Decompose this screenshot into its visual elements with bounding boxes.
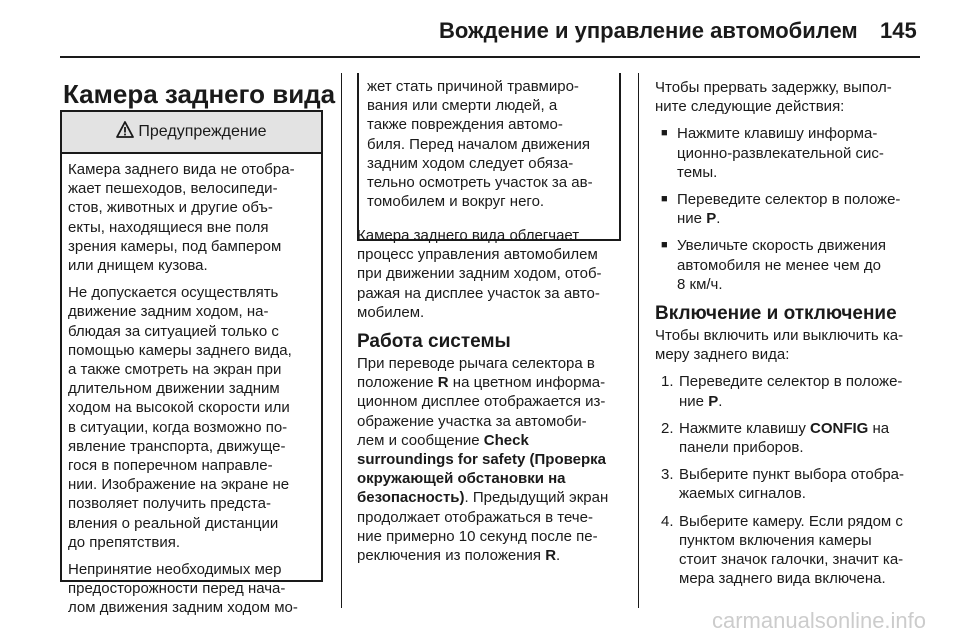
text-line: [677, 209, 930, 228]
text-line: процесс управления автомобилем: [357, 246, 598, 264]
step-number: 3.: [661, 466, 674, 484]
warning-body: [62, 154, 321, 618]
text-line: Чтобы включить или выключить ка-: [655, 327, 904, 345]
text-line: длительном движении задним: [68, 380, 280, 398]
text-line: Переведите селектор в положе-: [677, 191, 901, 209]
text-line: биля. Перед началом движения: [367, 135, 591, 153]
text-line: мера заднего вида включена.: [679, 570, 886, 588]
text-line: движение задним ходом, на-: [68, 303, 269, 321]
column-divider-1: [341, 73, 342, 608]
text-line: Выберите пункт выбора отобра-: [679, 466, 905, 484]
text-run: . Предыдущий экран: [464, 489, 609, 507]
message-text: окружающей обстановки на: [357, 470, 566, 488]
text-line: [357, 431, 627, 450]
text-line: лом движения задним ходом мо-: [68, 599, 298, 617]
text-line: темы.: [677, 163, 718, 181]
text-line: до препятствия.: [68, 533, 181, 551]
position-p-label: P: [708, 392, 719, 410]
text-line: ражая на дисплее участок за авто-: [357, 284, 600, 302]
operation-paragraph: [357, 354, 627, 565]
text-line: или днищем кузова.: [68, 257, 208, 275]
text-line: а также смотреть на экран при: [68, 361, 282, 379]
step-number: 4.: [661, 512, 674, 530]
onoff-heading: Включение и отключение: [655, 303, 897, 325]
operation-heading: Работа системы: [357, 331, 511, 353]
text-line: предосторожности перед нача-: [68, 580, 286, 598]
text-line: Камера заднего вида не отобра-: [68, 161, 295, 178]
step-number: 1.: [661, 373, 674, 391]
text-line: пунктом включения камеры: [679, 531, 872, 549]
text-run: положение: [357, 374, 438, 392]
text-line: 8 км/ч.: [677, 275, 723, 293]
warning-continued-box: [357, 73, 621, 241]
numbered-step: [655, 419, 930, 457]
text-run: лем и сообщение: [357, 431, 484, 449]
intro-paragraph: [357, 226, 627, 322]
bullet-item: [655, 190, 930, 228]
step-number: 2.: [661, 419, 674, 437]
bullet-item: [655, 236, 930, 294]
text-line: томобилем и вокруг него.: [367, 193, 545, 211]
warning-paragraph: [68, 160, 315, 275]
text-run: реключения из положения: [357, 547, 546, 565]
warning-paragraph: [68, 560, 315, 618]
text-run: на цветном информа-: [448, 374, 606, 392]
text-line: [357, 373, 627, 392]
text-line: ходом на высокой скорости или: [68, 399, 290, 417]
column-3-text: [655, 78, 930, 596]
text-line: мобилем.: [357, 303, 425, 321]
message-text: безопасность): [357, 489, 465, 507]
text-line: Непринятие необходимых мер: [68, 561, 282, 579]
text-line: вания или смерти людей, а: [367, 97, 558, 115]
warning-triangle-icon: [116, 121, 134, 143]
text-line: при движении задним ходом, отоб-: [357, 265, 602, 283]
text-line: тельно осмотреть участок за ав-: [367, 174, 593, 192]
interrupt-intro: [655, 78, 930, 116]
text-line: Переведите селектор в положе-: [679, 373, 903, 391]
text-line: [679, 419, 930, 438]
position-p-label: P: [706, 210, 717, 228]
position-r-label: R: [437, 374, 449, 392]
warning-continued-paragraph: [367, 77, 611, 211]
text-line: вления о реальной дистанции: [68, 514, 279, 532]
text-line: панели приборов.: [679, 439, 804, 457]
message-text: surroundings for safety (Проверка: [357, 451, 607, 469]
text-line: жает пешеходов, велосипеди-: [68, 180, 278, 198]
column-divider-2: [638, 73, 639, 608]
text-line: Камера заднего вида облегчает: [357, 227, 580, 244]
text-line: жаемых сигналов.: [679, 485, 806, 503]
section-title: Камера заднего вида: [63, 79, 336, 109]
text-line: гося в поперечном направле-: [68, 457, 273, 475]
numbered-step: [655, 372, 930, 410]
bullet-item: [655, 124, 930, 182]
text-line: блюдая за ситуацией только с: [68, 322, 279, 340]
text-line: явление транспорта, движуще-: [68, 437, 286, 455]
text-line: екты, находящиеся вне поля: [68, 218, 269, 236]
text-line: автомобиля не менее чем до: [677, 256, 882, 274]
bullet-square-icon: ■: [661, 239, 668, 252]
header-divider: [60, 56, 920, 58]
text-line: Выберите камеру. Если рядом с: [679, 512, 903, 530]
text-line: нии. Изображение на экране не: [68, 476, 290, 494]
text-run: .: [716, 210, 721, 228]
text-line: продолжает отображаться в тече-: [357, 508, 593, 526]
text-line: ните следующие действия:: [655, 98, 845, 116]
warning-heading: Предупреждение: [138, 123, 267, 140]
text-line: [357, 546, 627, 565]
text-line: [679, 392, 930, 411]
bullet-square-icon: ■: [661, 127, 668, 140]
column-2-text: [357, 226, 627, 573]
config-key-label: CONFIG: [810, 419, 869, 437]
text-line: ображение участка за автомоби-: [357, 412, 587, 430]
text-run: ние: [677, 210, 707, 228]
text-line: также повреждения автомо-: [367, 116, 563, 134]
text-run: ние: [679, 392, 709, 410]
text-line: [357, 488, 627, 507]
text-line: Чтобы прервать задержку, выпол-: [655, 79, 892, 96]
page-number: 145: [880, 18, 917, 43]
numbered-step: [655, 465, 930, 503]
text-run: .: [556, 547, 561, 565]
text-line: Нажмите клавишу информа-: [677, 125, 878, 143]
text-line: задним ходом следует обяза-: [367, 154, 574, 172]
text-line: стоит значок галочки, значит ка-: [679, 551, 904, 569]
message-text: Check: [483, 431, 529, 449]
warning-paragraph: [68, 283, 315, 552]
text-line: Не допускается осуществлять: [68, 284, 279, 302]
text-line: жет стать причиной травмиро-: [367, 78, 579, 95]
text-line: ционно-развлекательной сис-: [677, 144, 884, 162]
onoff-intro: [655, 326, 930, 364]
text-run: .: [718, 392, 723, 410]
text-line: зрения камеры, под бампером: [68, 237, 282, 255]
text-line: в ситуации, когда возможно по-: [68, 418, 288, 436]
warning-header: [62, 112, 321, 154]
text-line: Увеличьте скорость движения: [677, 237, 887, 255]
warning-box: [60, 110, 323, 617]
text-line: ционном дисплее отображается из-: [357, 393, 606, 411]
text-line: позволяет получить предста-: [68, 495, 271, 513]
bullet-square-icon: ■: [661, 193, 668, 206]
text-line: При переводе рычага селектора в: [357, 355, 595, 373]
text-line: меру заднего вида:: [655, 346, 790, 364]
numbered-step: [655, 512, 930, 589]
text-run: Нажмите клавишу: [679, 419, 810, 437]
position-r-label: R: [545, 547, 557, 565]
text-line: ние примерно 10 секунд после пе-: [357, 527, 598, 545]
text-run: на: [868, 419, 890, 437]
watermark: carmanualsonline.info: [712, 608, 927, 633]
page-header-title: Вождение и управление автомобилем: [439, 18, 858, 43]
text-line: стов, животных и другие объ-: [68, 199, 273, 217]
text-line: помощью камеры заднего вида,: [68, 341, 292, 359]
